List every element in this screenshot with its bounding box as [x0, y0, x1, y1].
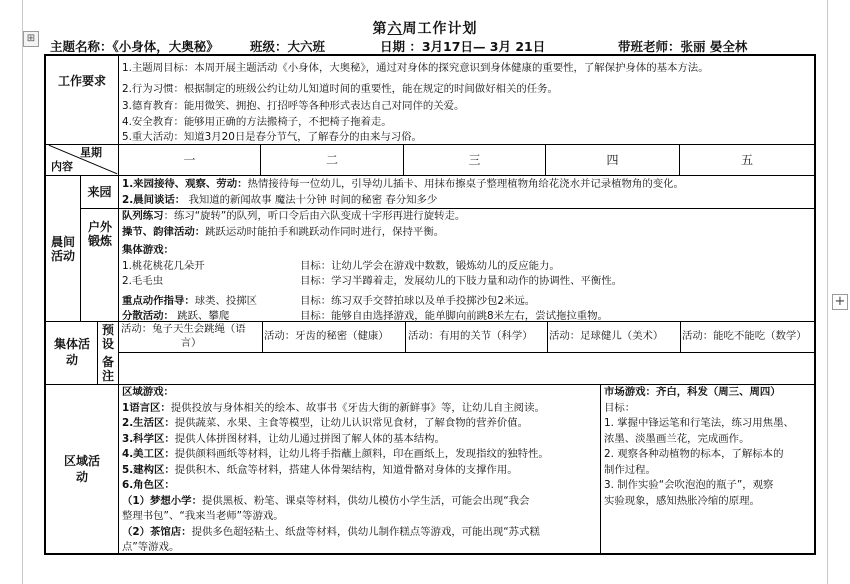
requirement-item: 5.重大活动：知道3月20日是春分节气，了解春分的由来与习俗。 [122, 131, 422, 143]
teachers: 带班老师：张丽 晏全林 [618, 39, 748, 54]
remarks-label: 备注 [101, 354, 114, 383]
arrival-label: 来园 [87, 185, 112, 199]
group-activity-day1: 活动：兔子天生会跳绳（语 言） [121, 323, 246, 349]
morning-label: 晨间活动 [50, 234, 75, 263]
requirement-item: 2.行为习惯：根据制定的班级公约让幼儿知道时间的重要性，能在规定的时间做好相关的任务。 [122, 82, 558, 95]
requirements-label: 工作要求 [57, 74, 106, 88]
add-column-icon[interactable]: + [832, 294, 848, 310]
weekday-header: 二 [325, 153, 338, 167]
table-move-handle-icon[interactable]: ⊞ [23, 31, 39, 47]
market-game-content: 市场游戏：齐白，科发（周三、周四） 目标： 1. 掌握中锋运笔和行笔法，练习用焦墨、 浓墨、淡墨画兰花，完成画作。 2. 观察各种动植物的标本，了解标本的 制作过程。 3. 制作实验“会吹泡泡的瓶子”，观察 实验现象，感知热胀冷缩的原理。 [604, 386, 794, 507]
corner-weekday: 星期 [80, 146, 102, 159]
group-activity-day5: 活动：能吃不能吃（数学） [682, 330, 807, 342]
arrival-content: 1.来园接待、观察、劳动：热情接待每一位幼儿，引导幼儿插卡、用抹布擦桌子整理植物角给花浇水并记录植物角的变化。 2.晨间谈话： 我知道的新闻故事 魔法十分钟 时间的秘密 春分知多少 [122, 178, 684, 206]
page-margin-right [827, 0, 828, 584]
page-margin-left [22, 0, 23, 584]
preset-label: 预设 [101, 323, 114, 351]
group-activity-day4: 活动：足球健儿（美术） [549, 330, 664, 342]
weekday-header: 三 [468, 153, 481, 167]
week-number: 六 [387, 21, 403, 37]
theme-name: 主题名称：《小身体，大奥秘》 [50, 39, 219, 54]
document-title: 第六周工作计划 [372, 21, 478, 37]
class-name: 班级：大六班 [250, 39, 326, 54]
outdoor-label: 户外锻炼 [87, 220, 112, 248]
group-activity-label: 集体活动 [53, 337, 90, 367]
group-activity-day2: 活动：牙齿的秘密（健康） [264, 330, 389, 342]
requirement-item: 3.德育教育：能用微笑、拥抱、打招呼等各种形式表达自己对同伴的关爱。 [122, 100, 465, 112]
requirement-item: 1.主题周目标：本周开展主题活动《小身体，大奥秘》，通过对身体的探究意识到身体健康的重要性，了解保护身体的基本方法。 [122, 62, 709, 74]
weekday-header: 四 [606, 153, 619, 167]
weekday-header: 一 [183, 153, 196, 167]
area-activity-label: 区域活动 [63, 454, 100, 484]
weekday-header: 五 [740, 153, 753, 167]
corner-content: 内容 [51, 160, 73, 173]
date-range: 日期 ：3月17日— 3月 21日 [380, 39, 546, 54]
requirements-list [122, 61, 812, 146]
area-games-content: 区域游戏： 1语言区：提供投放与身体相关的绘本、故事书《牙齿大街的新鲜事》等，让幼儿自主阅读。 2.生活区：提供蔬菜、水果、主食等模型，让幼儿认识常见食材，了解食物的营养价值。 3.科学区：提供人体拼图材料，让幼儿通过拼图了解人体的基本结构。 4.美工区：提供颜料画纸等材料，让幼儿将手指蘸上颜料，印在画纸上，发现指纹的独特性。 5.建构区：提供积木、纸盒等材料，搭建人体骨架结构，知道骨骼对身体的支撑作用。 6.角色区： （1）梦想小学：提供黑板、粉笔、课桌等材料，供幼儿模仿小学生活，可能会出现“我会 整理书包”、“我来当老师”等游戏。 （2）茶馆店：提供多色超轻粘土、纸盘等材料，供幼儿制作糕点等游戏，可能出现“苏式糕 点”等游戏。 [122, 386, 549, 553]
group-activity-day3: 活动：有用的关节（科学） [408, 330, 533, 342]
outdoor-content: 队列练习：练习“旋转”的队列，听口令后由六队变成十字形再进行旋转走。 操节、韵律活动：跳跃运动时能拍手和跳跃动作同时进行，保持平衡。 集体游戏： 1.桃花桃花几朵开 目标：让幼儿学会在游戏中数数，锻炼幼儿的反应能力。 2.毛毛虫 目标：学习半蹲着走，发展幼儿的下肢力量和动作的协调性、平衡性。 重点动作指导：球类、投掷区 目标：练习双手交替拍球以及单手投掷沙包2米远。 分散活动： 跳跃、攀爬 目标：能够自由选择游戏，能单脚向前跳8米左右，尝试拖拉重物。 [122, 210, 623, 322]
requirement-item: 4.安全教育：能够用正确的方法搬椅子，不把椅子拖着走。 [122, 115, 392, 128]
